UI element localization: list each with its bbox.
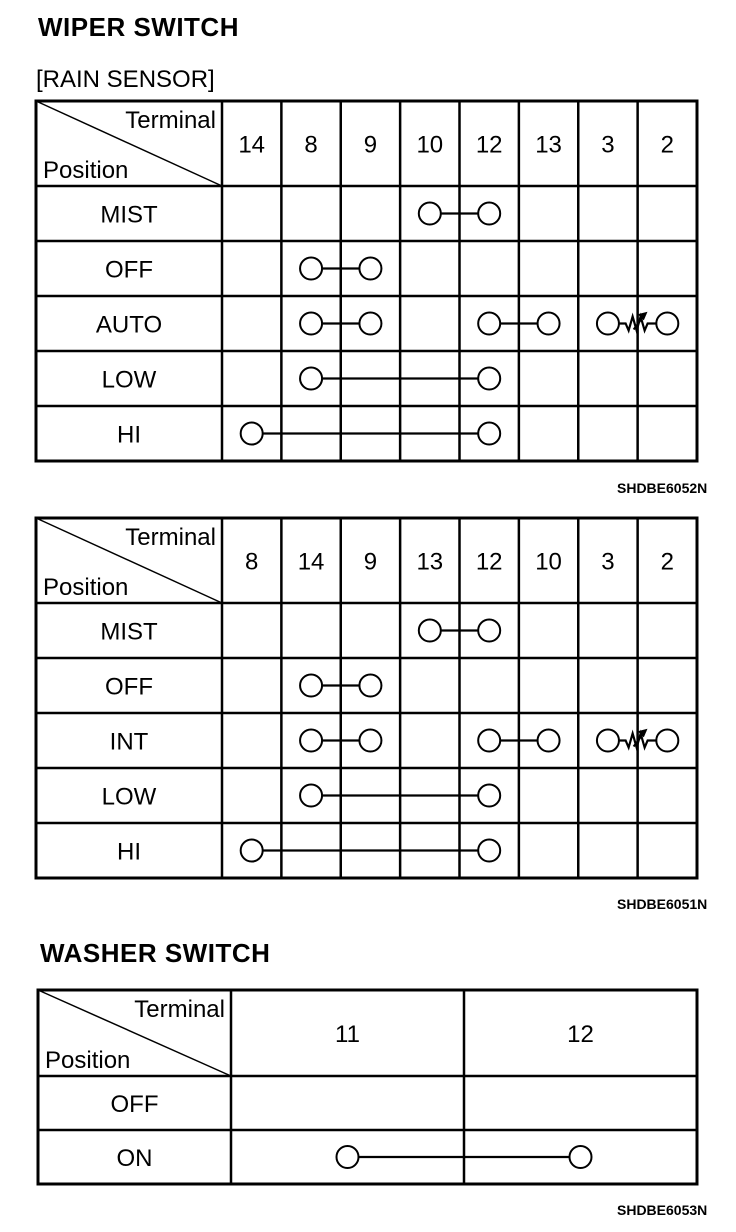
terminal-contact-circle: [570, 1146, 592, 1168]
terminal-header-label: Terminal: [125, 107, 216, 134]
terminal-number-label: 8: [304, 131, 318, 159]
rain-sensor-subtitle: [RAIN SENSOR]: [36, 66, 215, 93]
terminal-number-label: 10: [535, 548, 562, 576]
terminal-number-label: 11: [335, 1021, 360, 1048]
position-label: ON: [116, 1145, 153, 1172]
position-label: INT: [109, 728, 149, 756]
terminal-number-label: 9: [363, 548, 378, 576]
terminal-contact-circle: [337, 1146, 359, 1168]
position-label: HI: [117, 838, 141, 866]
terminal-number-label: 13: [535, 131, 562, 159]
position-label: LOW: [101, 366, 157, 394]
position-label: LOW: [101, 783, 157, 811]
terminal-number-label: 10: [416, 131, 444, 159]
position-label: MIST: [100, 201, 158, 229]
figure-code-rain-sensor: SHDBE6052N: [617, 480, 708, 496]
position-label: MIST: [100, 618, 158, 646]
position-label: HI: [117, 421, 141, 449]
position-header-label: Position: [43, 157, 129, 184]
terminal-number-label: 13: [416, 548, 444, 576]
position-label: OFF: [110, 1091, 159, 1118]
terminal-number-label: 3: [601, 131, 615, 159]
terminal-number-label: 14: [238, 131, 266, 159]
terminal-number-label: 8: [245, 548, 259, 576]
position-label: OFF: [105, 256, 153, 284]
figure-code-wiper: SHDBE6051N: [617, 896, 708, 912]
terminal-number-label: 2: [660, 131, 674, 159]
terminal-header-label: Terminal: [125, 524, 216, 551]
position-label: OFF: [105, 673, 153, 701]
terminal-number-label: 14: [297, 548, 325, 576]
terminal-number-label: 2: [660, 548, 674, 576]
figure-code-washer: SHDBE6053N: [617, 1202, 708, 1218]
washer-switch-title: WASHER SWITCH: [40, 938, 271, 968]
terminal-header-label: Terminal: [134, 996, 225, 1023]
terminal-number-label: 12: [475, 131, 503, 159]
terminal-number-label: 3: [601, 548, 615, 576]
position-header-label: Position: [43, 574, 129, 601]
position-label: AUTO: [95, 311, 163, 339]
terminal-number-label: 12: [567, 1021, 594, 1048]
wiper-switch-title: WIPER SWITCH: [38, 12, 239, 42]
terminal-number-label: 9: [363, 131, 378, 159]
position-header-label: Position: [45, 1047, 131, 1074]
terminal-number-label: 12: [475, 548, 503, 576]
